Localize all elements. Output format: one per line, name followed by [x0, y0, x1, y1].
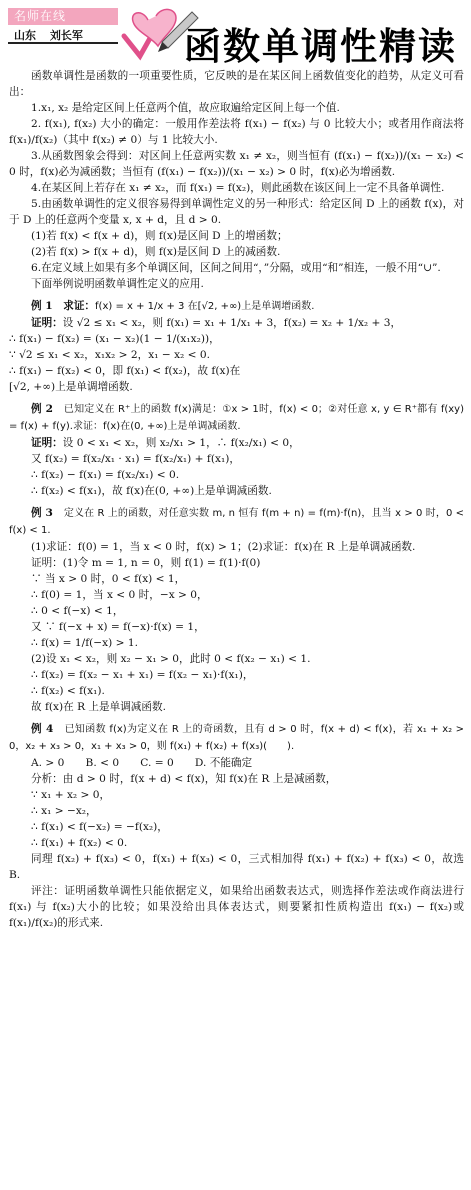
example-2-proof — [9, 435, 464, 451]
definition-subpoint: (2)若 f(x) > f(x + d)，则 f(x)是区间 D 上的减函数. — [31, 246, 281, 258]
proof-label: 证明： — [31, 317, 63, 329]
proof-line: ∵ √2 ≤ x₁ < x₂，x₁x₂ > 2，x₁ − x₂ < 0. — [9, 349, 211, 361]
proof-line: 设 √2 ≤ x₁ < x₂，则 f(x₁) = x₁ + 1/x₁ + 3，f(x₂) = x₂ + 1/x₂ + 3， — [62, 317, 402, 329]
definition-point: 4.在某区间上若存在 x₁ ≠ x₂，而 f(x₁) = f(x₂)，则此函数在该区间上一定不具备单调性. — [31, 182, 445, 194]
analysis-line: ∵ x₁ + x₂ > 0， — [31, 789, 111, 801]
example-3-question: (1)求证：f(0) = 1，当 x < 0 时，f(x) > 1；(2)求证：f(x)在 R 上是单调减函数. — [31, 541, 416, 553]
example-2-statement — [9, 401, 464, 435]
transition-text: 下面举例说明函数单调性定义的应用. — [31, 278, 204, 290]
example-4-text: 已知函数 f(x)为定义在 R 上的奇函数，且有 d > 0 时，f(x + d) < f(x)，若 x₁ + x₂ > 0，x₂ + x₃ > 0，x₁ + x₃ > 0，则 f(x₁) + f(x₂) + f(x₃)( ). — [9, 724, 465, 752]
proof-line: ∴ f(x₂) < f(x₁). — [31, 685, 105, 697]
example-1-label: 例 1 求证： — [31, 300, 96, 312]
proof-line: 又 f(x₂) = f(x₂/x₁ · x₁) = f(x₂/x₁) + f(x₁)， — [31, 453, 240, 465]
analysis-line: ∴ f(x₁) + f(x₂) < 0. — [31, 837, 128, 849]
analysis-line: ∴ x₁ > −x₂， — [31, 805, 97, 817]
definition-point: 1.x₁, x₂ 是给定区间上任意两个值，故应取遍给定区间上每一个值. — [31, 102, 340, 114]
example-3-statement — [9, 505, 464, 539]
analysis-line: 分析：由 d > 0 时，f(x + d) < f(x)，知 f(x)在 R 上是减函数， — [31, 773, 337, 785]
proof-line: [√2, +∞)上是单调增函数. — [9, 381, 133, 393]
example-2-label: 例 2 — [31, 403, 53, 415]
article-body — [0, 68, 471, 931]
proof-line: ∴ f(0) = 1，当 x < 0 时，−x > 0， — [31, 589, 208, 601]
definition-point: 3.从函数图象会得到：对区间上任意两实数 x₁ ≠ x₂，则当恒有 (f(x₁) − f(x₂))/(x₁ − x₂) < 0 时，f(x)必为减函数；当恒有 (f(x₁) − f(x₂))/(x₁ − x₂) > 0 时，f(x)必为增函数. — [9, 150, 464, 178]
example-4-statement — [9, 721, 464, 755]
proof-line: ∴ f(x₂) = f(x₂ − x₁ + x₁) = f(x₂ − x₁)·f(x₁)， — [31, 669, 254, 681]
proof-line: ∴ f(x₁) − f(x₂) < 0，即 f(x₁) < f(x₂)，故 f(x)在 — [9, 365, 241, 377]
definition-point: 6.在定义域上如果有多个单调区间，区间之间用“，”分隔，或用“和”相连，一般不用“∪”. — [31, 262, 441, 274]
proof-line: 又 ∵ f(−x + x) = f(−x)·f(x) = 1， — [31, 621, 205, 633]
example-4-options: A. > 0 B. < 0 C. = 0 D. 不能确定 — [31, 757, 253, 769]
intro-paragraph: 函数单调性是函数的一项重要性质，它反映的是在某区间上函数值变化的趋势，从定义可看出： — [9, 70, 464, 98]
comment-paragraph: 评注：证明函数单调性只能依据定义，如果给出函数表达式，则选择作差法或作商法进行 f(x₁) 与 f(x₂)大小的比较；如果没给出具体表达式，则要紧扣性质构造出 f(x₁) − f(x₂)或 f(x₁)/f(x₂)的形式来. — [9, 885, 464, 929]
proof-line: ∴ f(x₂) − f(x₁) = f(x₂/x₁) < 0. — [31, 469, 180, 481]
article-header — [0, 0, 471, 68]
proof-line: ∴ 0 < f(−x) < 1， — [31, 605, 124, 617]
proof-line: 故 f(x)在 R 上是单调减函数. — [31, 701, 166, 713]
proof-line: ∴ f(x₂) < f(x₁)，故 f(x)在(0, +∞)上是单调减函数. — [31, 485, 272, 497]
example-4-label: 例 4 — [31, 723, 54, 735]
example-1-proof — [9, 315, 464, 331]
page-title: 函数单调性精读 — [184, 25, 457, 68]
example-2-text: 已知定义在 R⁺上的函数 f(x)满足：①x > 1时，f(x) < 0；②对任意 x, y ∈ R⁺都有 f(xy) = f(x) + f(y).求证：f(x)在(0, +∞)上是单调减函数. — [9, 404, 465, 432]
definition-subpoint: (1)若 f(x) < f(x + d)，则 f(x)是区间 D 上的增函数； — [31, 230, 288, 242]
proof-line: (2)设 x₁ < x₂，则 x₂ − x₁ > 0，此时 0 < f(x₂ − x₁) < 1. — [31, 653, 311, 665]
definition-point: 2. f(x₁), f(x₂) 大小的确定：一般用作差法将 f(x₁) − f(x₂) 与 0 比较大小；或者用作商法将 f(x₁)/f(x₂)（其中 f(x₂) ≠ 0）与 1 比较大小. — [9, 118, 464, 146]
analysis-line: ∴ f(x₁) < f(−x₂) = −f(x₂)， — [31, 821, 168, 833]
proof-line: 设 0 < x₁ < x₂，则 x₂/x₁ > 1，∴ f(x₂/x₁) < 0， — [62, 437, 300, 449]
example-1-text: f(x) = x + 1/x + 3 在[√2, +∞)上是单调增函数. — [95, 301, 315, 312]
author-region: 山东 — [14, 29, 36, 42]
example-1-statement — [9, 298, 464, 315]
proof-line: ∴ f(x) = 1/f(−x) > 1. — [31, 637, 138, 649]
analysis-line: 同理 f(x₂) + f(x₃) < 0，f(x₁) + f(x₃) < 0，三式相加得 f(x₁) + f(x₂) + f(x₃) < 0，故选 B. — [9, 853, 464, 881]
proof-line: 证明：(1)令 m = 1, n = 0，则 f(1) = f(1)·f(0) — [31, 557, 261, 569]
proof-line: ∵ 当 x > 0 时，0 < f(x) < 1， — [31, 573, 186, 585]
proof-label: 证明： — [31, 437, 63, 449]
example-3-label: 例 3 — [31, 507, 53, 519]
author-name: 刘长军 — [49, 29, 83, 42]
definition-point: 5.由函数单调性的定义很容易得到单调性定义的另一种形式：给定区间 D 上的函数 f(x)，对于 D 上的任意两个变量 x, x + d，且 d > 0. — [9, 198, 464, 226]
example-3-text: 定义在 R 上的函数，对任意实数 m, n 恒有 f(m + n) = f(m)·f(n)，且当 x > 0 时，0 < f(x) < 1. — [9, 508, 465, 536]
proof-line: ∴ f(x₁) − f(x₂) = (x₁ − x₂)(1 − 1/(x₁x₂))， — [9, 333, 220, 345]
author-line — [8, 27, 118, 44]
column-tag: 名师在线 — [8, 8, 118, 25]
